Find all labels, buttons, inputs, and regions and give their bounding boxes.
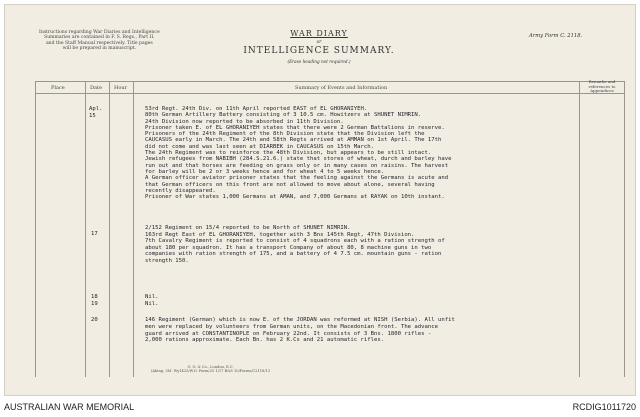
entry-date bbox=[91, 231, 98, 238]
archive-footer bbox=[0, 400, 640, 417]
footer-institution: AUSTRALIAN WAR MEMORIAL bbox=[4, 402, 135, 412]
column-header-place: Place bbox=[51, 85, 65, 91]
column-divider-summary bbox=[133, 81, 134, 377]
entry-line: 24th Division now reported to be absorbed in 11th Division. bbox=[145, 118, 344, 125]
form-number: Army Form C. 2118. bbox=[529, 33, 583, 39]
entry-date-day: 19 bbox=[91, 301, 98, 307]
entry-line: strength 150. bbox=[145, 257, 189, 264]
entry-line: Nil. bbox=[145, 301, 159, 307]
title-intelligence-summary: INTELLIGENCE SUMMARY. bbox=[243, 46, 395, 56]
entry-date-day: 15 bbox=[89, 113, 96, 119]
entry-line: 2/152 Regiment on 15/4 reported to be North of SHUNET NIMRIN. bbox=[145, 225, 351, 231]
entry-text bbox=[145, 294, 158, 308]
entry-line: guard arrived at CONSTANTINOPLE on February 22nd. It consists of 3 Bns. 1800 rifles - bbox=[145, 330, 432, 337]
instructions-line: will be prepared in manuscript. bbox=[62, 46, 137, 52]
entry-text bbox=[145, 225, 445, 264]
instructions-line: Instructions regarding War Diaries and Intelligence bbox=[39, 30, 160, 35]
entry-date bbox=[91, 317, 98, 324]
printer-imprint bbox=[151, 365, 270, 373]
column-divider-place bbox=[35, 81, 36, 377]
entry-line: 53rd Regt. 24th Div. on 11th April reported EAST of EL GHORANIYEH. bbox=[145, 106, 368, 112]
column-divider-date bbox=[85, 81, 86, 377]
entry-line: recently disappeared. bbox=[145, 187, 216, 194]
entry-line: A German officer aviator prisoner states that the feeling against the Germans is acute and bbox=[145, 175, 449, 182]
column-header-date: Date bbox=[90, 85, 102, 91]
entry-line: Prisoners of the 24th Regiment of the 8th Division state that the Division left the bbox=[145, 131, 425, 138]
entry-line: 80th German Artillery Battery consisting of 3 10.5 cm. Howitzers at SHUNET NIMRIN. bbox=[145, 112, 422, 119]
instructions-line: Summaries are contained in F. S. Regs., Part II. bbox=[44, 35, 155, 41]
entry-text bbox=[145, 317, 455, 344]
column-divider-right bbox=[624, 81, 625, 377]
header-rule-top bbox=[35, 81, 625, 82]
entry-date-day: 17 bbox=[91, 231, 98, 237]
entry-line: companies with ration strength of 175, and a battery of 4 7.5 cm. mountain guns - ration bbox=[145, 251, 442, 257]
entry-line: men were replaced by volunteers from German units, on the Macedonian front. The advance bbox=[145, 323, 438, 330]
entry-line: 163rd Regt East of EL GHORANIYEH, together with 3 Bns 145th Regt, 47th Division. bbox=[145, 231, 415, 238]
title-war-diary: WAR DIARY bbox=[290, 29, 348, 38]
column-header-hour: Hour bbox=[114, 85, 127, 91]
entry-line: did not come and was last seen at DIARBEK in CAUCASUS on 15th March. bbox=[145, 143, 375, 150]
title-or: or bbox=[316, 40, 322, 45]
entry-line: Prisoner of War states 1,000 Germans at AMAN, and 7,000 Germans at RAYAK on 10th instant. bbox=[145, 194, 445, 201]
entry-text bbox=[145, 106, 451, 200]
entry-date-day: 20 bbox=[91, 317, 98, 323]
entry-line: for barley will be 2 or 3 weeks hence and for wheat 4 to 5 weeks hence. bbox=[145, 168, 385, 175]
entry-line: Prisoner taken E. of EL GHORANIYEH states that there were 2 German Battalions in reserve. bbox=[145, 124, 445, 131]
entry-line: Nil. bbox=[145, 294, 159, 300]
entry-date-month: Apl. bbox=[89, 106, 103, 112]
entry-line: Jewish refugees from NABIBH (284.S.21.6.) state that stores of wheat, durch and barley have bbox=[145, 156, 452, 163]
diary-page bbox=[4, 4, 636, 396]
entry-date-day: 18 bbox=[91, 294, 98, 300]
entry-date bbox=[89, 106, 102, 120]
entry-line: CAUCASUS early in March. The 24th and 58th Regts arrived at AMMAN on 1st April. The 17th bbox=[145, 137, 442, 144]
entry-line: The 24th Regiment was to reinforce the 48th Division, but appears to be still intact. bbox=[145, 150, 432, 157]
entry-line: 146 Regiment (German) which is now E. of the JORDAN was reformed at NISH (Serbia). All unfit bbox=[145, 317, 455, 323]
column-divider-remarks bbox=[579, 81, 580, 377]
column-divider-hour bbox=[109, 81, 110, 377]
column-header-remarks: Remarks and references to Appendices bbox=[588, 79, 616, 94]
entry-line: 7th Cavalry Regiment is reported to consist of 4 squadrons each with a ration strength of bbox=[145, 238, 445, 244]
entry-line: run out and that horses are feeding on grass only or in many cases on raisins. The harvest bbox=[145, 162, 449, 169]
instructions-line: and the Staff Manual respectively. Title pages bbox=[45, 40, 153, 46]
entry-line: about 180 per squadron. It has a transport Company of about 80, 8 machine guns in two bbox=[145, 244, 432, 251]
imprint-line: G. O. & Co., London, E.C. bbox=[187, 365, 234, 369]
imprint-line: (Abing. 3M. Wy1425/W.O. Form/25 1/17 B&S 10/Forms/C2118/13 bbox=[151, 369, 271, 374]
title-subtitle: (Erase heading not required.) bbox=[287, 59, 351, 64]
header-rule-bottom bbox=[35, 93, 625, 94]
entry-line: that German officers on this front are not allowed to move about alone, several having bbox=[145, 181, 435, 188]
entry-line: 2,000 rations approximate. Each Bn. has 2 K.Cs and 21 automatic rifles. bbox=[145, 337, 385, 344]
footer-record-id: RCDIG1011720 bbox=[572, 402, 636, 412]
instructions-block bbox=[39, 30, 160, 52]
entry-date bbox=[91, 294, 98, 308]
column-header-summary: Summary of Events and Information bbox=[295, 85, 388, 91]
